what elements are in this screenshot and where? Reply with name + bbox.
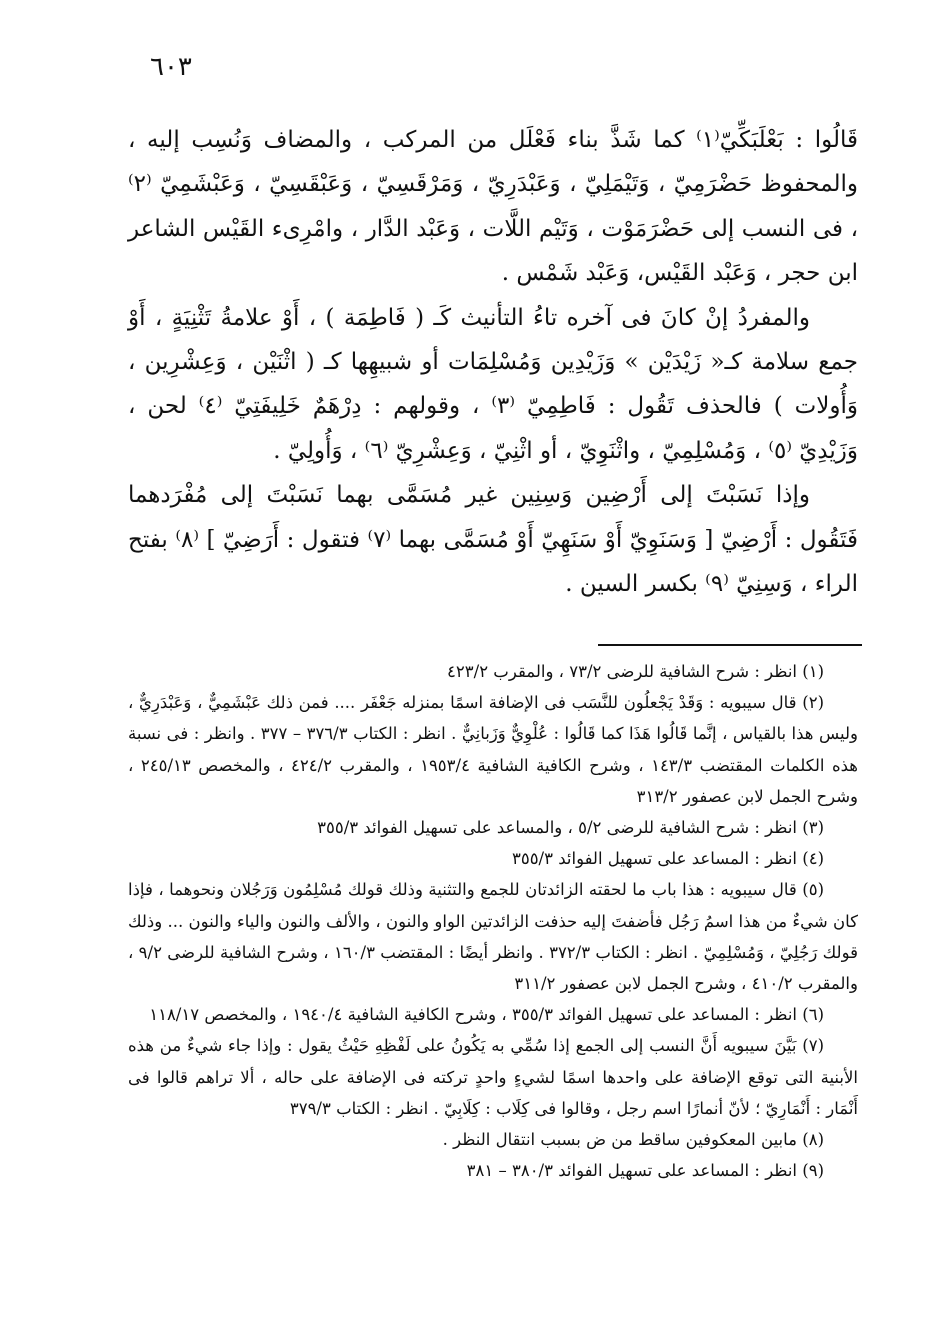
footnote: (٨) مابين المعكوفين ساقط من ض بسبب انتقال النظر . xyxy=(442,1130,824,1150)
footnote: (٧) بَيَّنَ سيبويه أَنَّ النسب إلى الجمع إذا سُمِّي به يَكُونُ على لَفْظِهِ حَيْثُ يقول : وإذا جاء شيءٌ من هذه الأبنية التى توقع الإضافة على واحدها اسمًا لشيءٍ واحدٍ تركته فى الإضافة على حاله ، ألا تراهم قالوا فى أَنْمَار : أَنْمَارِيّ ؛ لأنّ أنمارًا اسم رجل ، وقالوا فى كِلَاب : كِلَابِيّ . انظر : الكتاب ٣٧٩/٣ xyxy=(128,1036,858,1118)
main-text xyxy=(128,118,858,606)
paragraph: قَالُوا : بَعْلَبَكِّيّ⁽١⁾ كما شَذَّ بناء فَعْلَل من المركب ، والمضاف وَنُسِب إليه ، والمحفوظ حَضْرَمِيّ ، وَتَيْمَلِيّ ، وَعَبْدَرِيّ ، وَمَرْقَسِيّ ، وَعَبْقَسِيّ ، وَعَبْشَمِيّ ⁽٢⁾ ، فى النسب إلى حَضْرَمَوْت ، وَتَيْم اللَّات ، وَعَبْد الدَّار ، وامْرِىء القَيْس الشاعر ابن حجر ، وَعَبْد القَيْس، وَعَبْد شَمْس . xyxy=(128,127,858,287)
footnote: (٤) انظر : المساعد على تسهيل الفوائد ٣٥٥/٣ xyxy=(511,849,824,869)
paragraph: وإذا نَسَبْتَ إلى أَرْضِين وَسِنِين غير مُسَمَّى بهما نَسَبْتَ إلى مُفْرَدهما فَتَقُول : أَرْضِيّ [ وَسَنَوِيّ أَوْ سَنَهِيّ أَوْ مُسَمَّى بهما ⁽٧⁾ فتقول : أَرَضِيّ ] ⁽٨⁾ بفتح الراء ، وَسِنِيّ ⁽٩⁾ بكسر السين . xyxy=(128,482,858,598)
footnote: (٢) قال سيبويه : وَقَدْ يَجْعلُون للنَّسَب فى الإضافة اسمًا بمنزله جَعْفَر .... فمن ذلك عَبْشَمِيٌّ ، وَعَبْدَرِيٌّ ، وليس هذا بالقياس ، إنَّما قَالُوا هَذَا كما قَالُوا : عُلْوِيٌّ وَزَبانِيٌّ . انظر : الكتاب ٣٧٦/٣ – ٣٧٧ . وانظر : فى نسبة هذه الكلمات المقتضب ١٤٣/٣ ، وشرح الكافية الشافية ١٩٥٣/٤ ، والمقرب ٤٢٤/٢ ، والمخصص ٢٤٥/١٣ ، وشرح الجمل لابن عصفور ٣١٣/٢ xyxy=(128,693,858,806)
page-number: ٦٠٣ xyxy=(150,52,192,82)
footnotes xyxy=(128,656,858,1186)
paragraph: والمفردُ إنْ كانَ فى آخره تاءُ التأنيث كَـ ( فَاطِمَة ) ، أَوْ علامةُ تَثْنِيَةٍ ، أَوْ جمع سلامة كـ« زَيْدَيْن » وَزَيْدِين وَمُسْلِمَات أو شبيهِها كـ ( اثْنَيْن ، وَعِشْرِين ، وَأُولات ) فالحذف تَقُول : فَاطِمِيّ ⁽٣⁾ ، وقولهم : دِرْهَمٌ خَلِيفَتِيّ ⁽٤⁾ لحن ، وَزَيْدِيّ ⁽٥⁾ ، وَمُسْلِمِيّ ، واثْنَوِيّ ، أو اثْنِيّ ، وَعِشْرِيّ ⁽٦⁾ ، وَأُولِيّ . xyxy=(128,304,858,464)
footnote: (٣) انظر : شرح الشافية للرضى ٥/٢ ، والمساعد على تسهيل الفوائد ٣٥٥/٣ xyxy=(317,818,824,838)
footnote: (٦) انظر : المساعد على تسهيل الفوائد ٣٥٥/٣ ، وشرح الكافية الشافية ١٩٤٠/٤ ، والمخصص ١١٨/١٧ xyxy=(149,1005,824,1025)
footnote: (١) انظر : شرح الشافية للرضى ٧٣/٢ ، والمقرب ٤٢٣/٢ xyxy=(447,662,824,681)
footnote: (٩) انظر : المساعد على تسهيل الفوائد ٣٨٠/٣ – ٣٨١ xyxy=(466,1161,824,1181)
footnote: (٥) قال سيبويه : هذا باب ما لحقته الزائدتان للجمع والتثنية وذلك قولك مُسْلِمُون وَرَجُلان ونحوهما ، فإذا كان شيءٌ من هذا اسمُ رَجُل فأضفتَ إليه حذفت الزائدتين الواو والنون ، والألف والنون والياء والنون ... وذلك قولك رَجُلِيّ ، وَمُسْلِمِيّ . انظر : الكتاب ٣٧٢/٣ . وانظر أيضًا : المقتضب ١٦٠/٣ ، وشرح الشافية للرضى ٩/٢ ، والمقرب ٤١٠/٢ ، وشرح الجمل لابن عصفور ٣١١/٢ xyxy=(128,880,858,994)
footnote-divider xyxy=(598,644,862,646)
